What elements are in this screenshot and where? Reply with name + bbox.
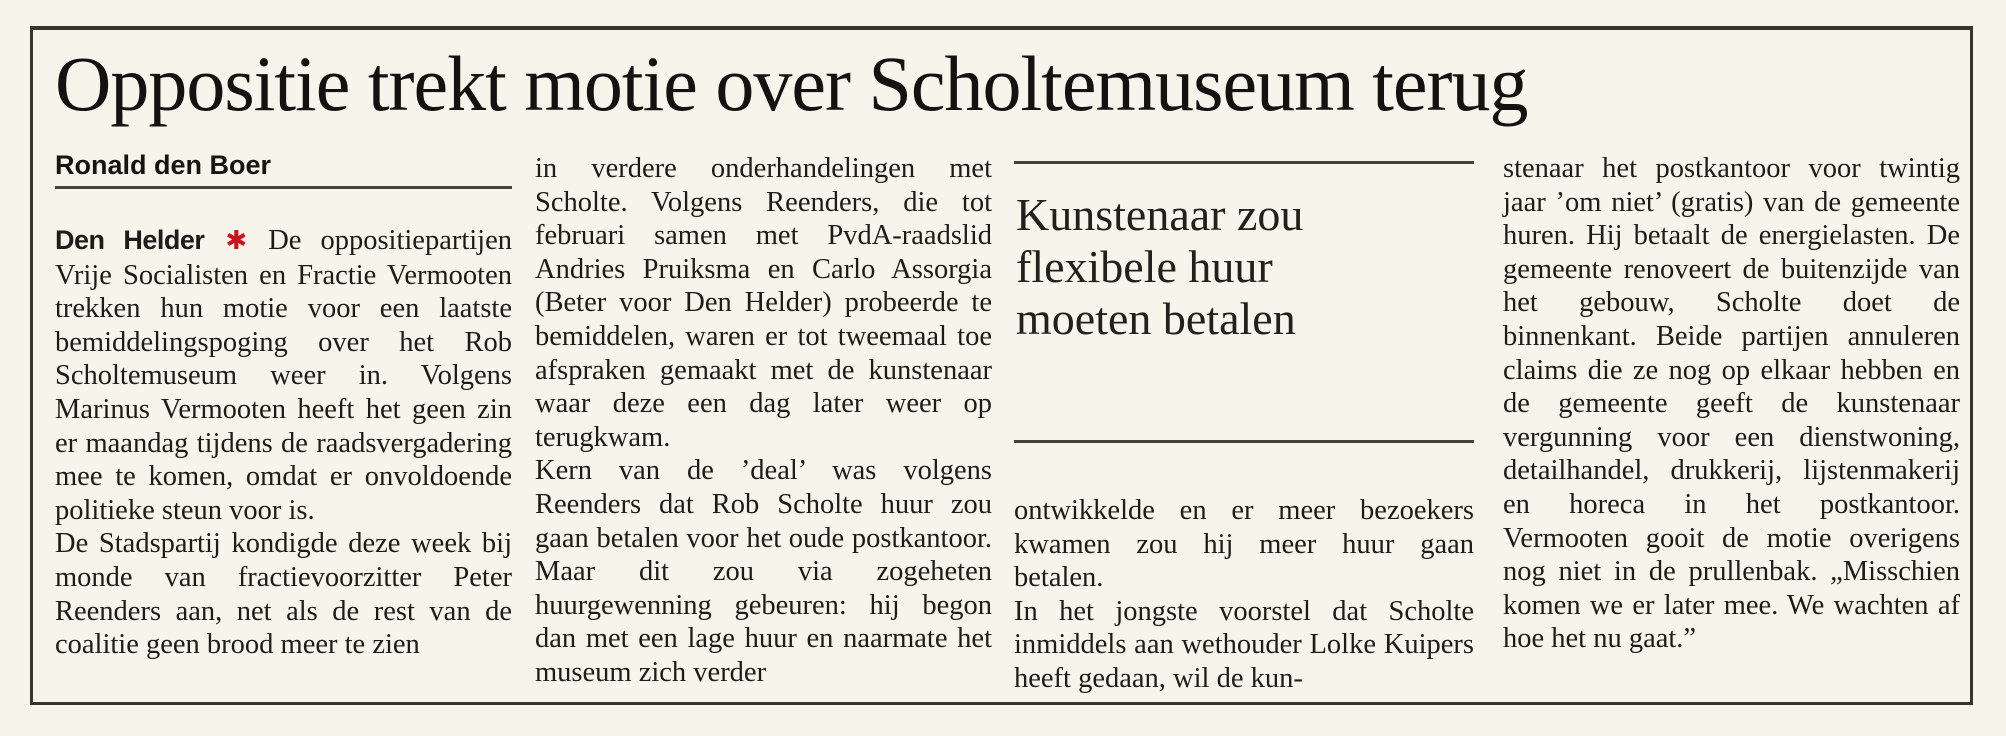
lead-text: De oppositiepartijen Vrije Socialisten en Fractie Vermooten trekken hun motie voor een laatste bemiddelingspoging over het Rob Scholtemuseum weer in. Volgens Marinus Vermooten heeft het geen zin er maandag tijdens de raadsvergadering mee te komen, omdat er onvoldoende politieke steun voor is. [55,225,512,526]
headline: Oppositie trekt motie over Scholtemuseum terug [55,40,1528,127]
column-3 [1014,494,1474,696]
pullquote-rule-bottom [1014,440,1474,443]
pullquote-text: Kunstenaar zou flexibele huur moeten betalen [1016,189,1304,344]
column-1 [55,224,512,662]
asterisk-icon: ✱ [225,226,248,256]
paragraph: De Stadspartij kondigde deze week bij monde van fractievoorzitter Peter Reenders aan, net als de rest van de coalitie geen brood meer te zien [55,528,512,661]
byline-divider [55,186,512,189]
lead-paragraph [55,224,512,527]
pullquote-rule-top [1014,161,1474,164]
byline: Ronald den Boer [55,150,272,180]
paragraph: Kern van de ’deal’ was volgens Reenders dat Rob Scholte huur zou gaan betalen voor het oude postkantoor. Maar dit zou via zogeheten huurgewenning gebeuren: hij begon dan met een lage huur en naarmate het museum zich verder [535,455,992,688]
column-2 [535,152,992,690]
column-4 [1503,152,1960,656]
paragraph: in verdere onderhandelingen met Scholte. Volgens Reenders, die tot februari samen met PvdA-raadslid Andries Pruiksma en Carlo Assorgia (Beter voor Den Helder) probeerde te bemiddelen, waren er tot tweemaal toe afspraken gemaakt met de kunstenaar waar deze een dag later weer op terugkwam. [535,153,992,453]
dateline: Den Helder [55,225,205,255]
paragraph: ontwikkelde en er meer bezoekers kwamen zou hij meer huur gaan betalen. [1014,495,1474,594]
article-box [30,26,1973,705]
paragraph: stenaar het postkantoor voor twintig jaar ’om niet’ (gratis) van de gemeente huren. Hij betaalt de energielasten. De gemeente renoveert de buitenzijde van het gebouw, Scholte doet de binnenkant. Beide partijen annuleren claims die ze nog op elkaar hebben en de gemeente geeft de kunstenaar vergunning voor een dienstwoning, detailhandel, drukkerij, lijstenmakerij en horeca in het postkantoor. Vermooten gooit de motie overigens nog niet in de prullenbak. „Misschien komen we er later mee. We wachten af hoe het nu gaat.” [1503,153,1960,655]
paragraph: In het jongste voorstel dat Scholte inmiddels aan wethouder Lolke Kuipers heeft gedaan, wil de kun- [1014,595,1474,694]
